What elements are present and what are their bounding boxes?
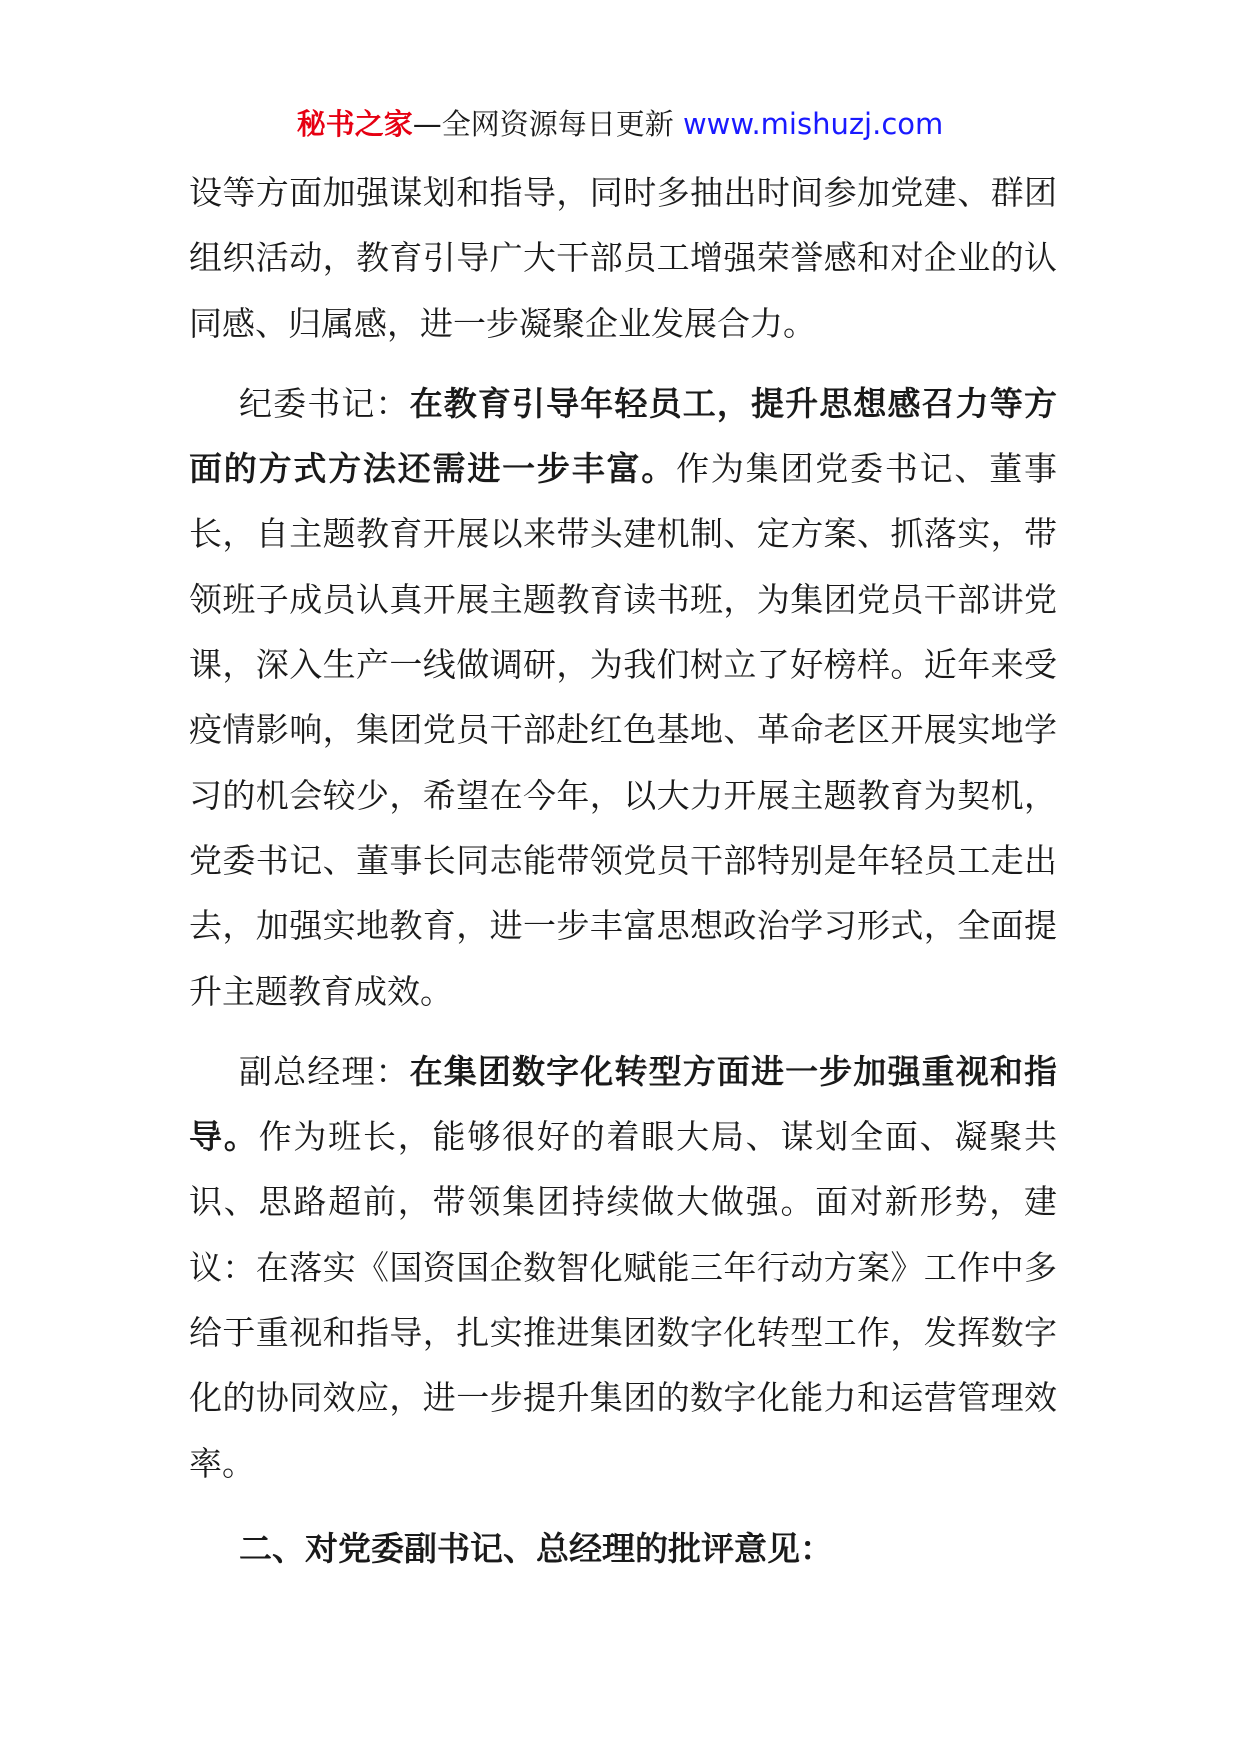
paragraph-discipline-secretary (189, 371, 1057, 1024)
paragraph-continuation (189, 160, 1057, 356)
section-heading: 二、对党委副书记、总经理的批评意见： (239, 1528, 833, 1568)
header-tagline: —全网资源每日更新 (412, 107, 683, 141)
speaker-label: 副总经理： (239, 1051, 410, 1091)
paragraph-deputy-manager (189, 1039, 1057, 1496)
bold-summary: 在教育引导年轻员工，提升思想感召力等方面的方式方法还需进一步丰富。 (189, 383, 1058, 489)
bold-summary: 在集团数字化转型方面进一步加强重视和指导。 (189, 1051, 1058, 1157)
brand-name: 秘书之家 (296, 107, 413, 141)
paragraph-text: 作为集团党委书记、董事长，自主题教育开展以来带头建机制、定方案、抓落实，带领班子成员认真开展主题教育读书班，为集团党员干部讲党课，深入生产一线做调研，为我们树立了好榜样。近年来受疫情影响，集团党员干部赴红色基地、革命老区开展实地学习的机会较少，希望在今年，以大力开展主题教育为契机，党委书记、董事长同志能带领党员干部特别是年轻员工走出去，加强实地教育，进一步丰富思想政治学习形式，全面提升主题教育成效。 (189, 449, 1058, 1011)
website-link[interactable]: www.mishuzj.com (682, 107, 944, 141)
speaker-label: 纪委书记： (239, 383, 410, 423)
paragraph-text: 设等方面加强谋划和指导，同时多抽出时间参加党建、群团组织活动，教育引导广大干部员工增强荣誉感和对企业的认同感、归属感，进一步凝聚企业发展合力。 (189, 173, 1057, 343)
document-body (189, 160, 1057, 1581)
paragraph-text: 作为班长，能够很好的着眼大局、谋划全面、凝聚共识、思路超前，带领集团持续做大做强。面对新形势，建议：在落实《国资国企数智化赋能三年行动方案》工作中多给于重视和指导，扎实推进集团数字化转型工作，发挥数字化的协同效应，进一步提升集团的数字化能力和运营管理效率。 (189, 1117, 1058, 1483)
page-header (0, 104, 1240, 144)
